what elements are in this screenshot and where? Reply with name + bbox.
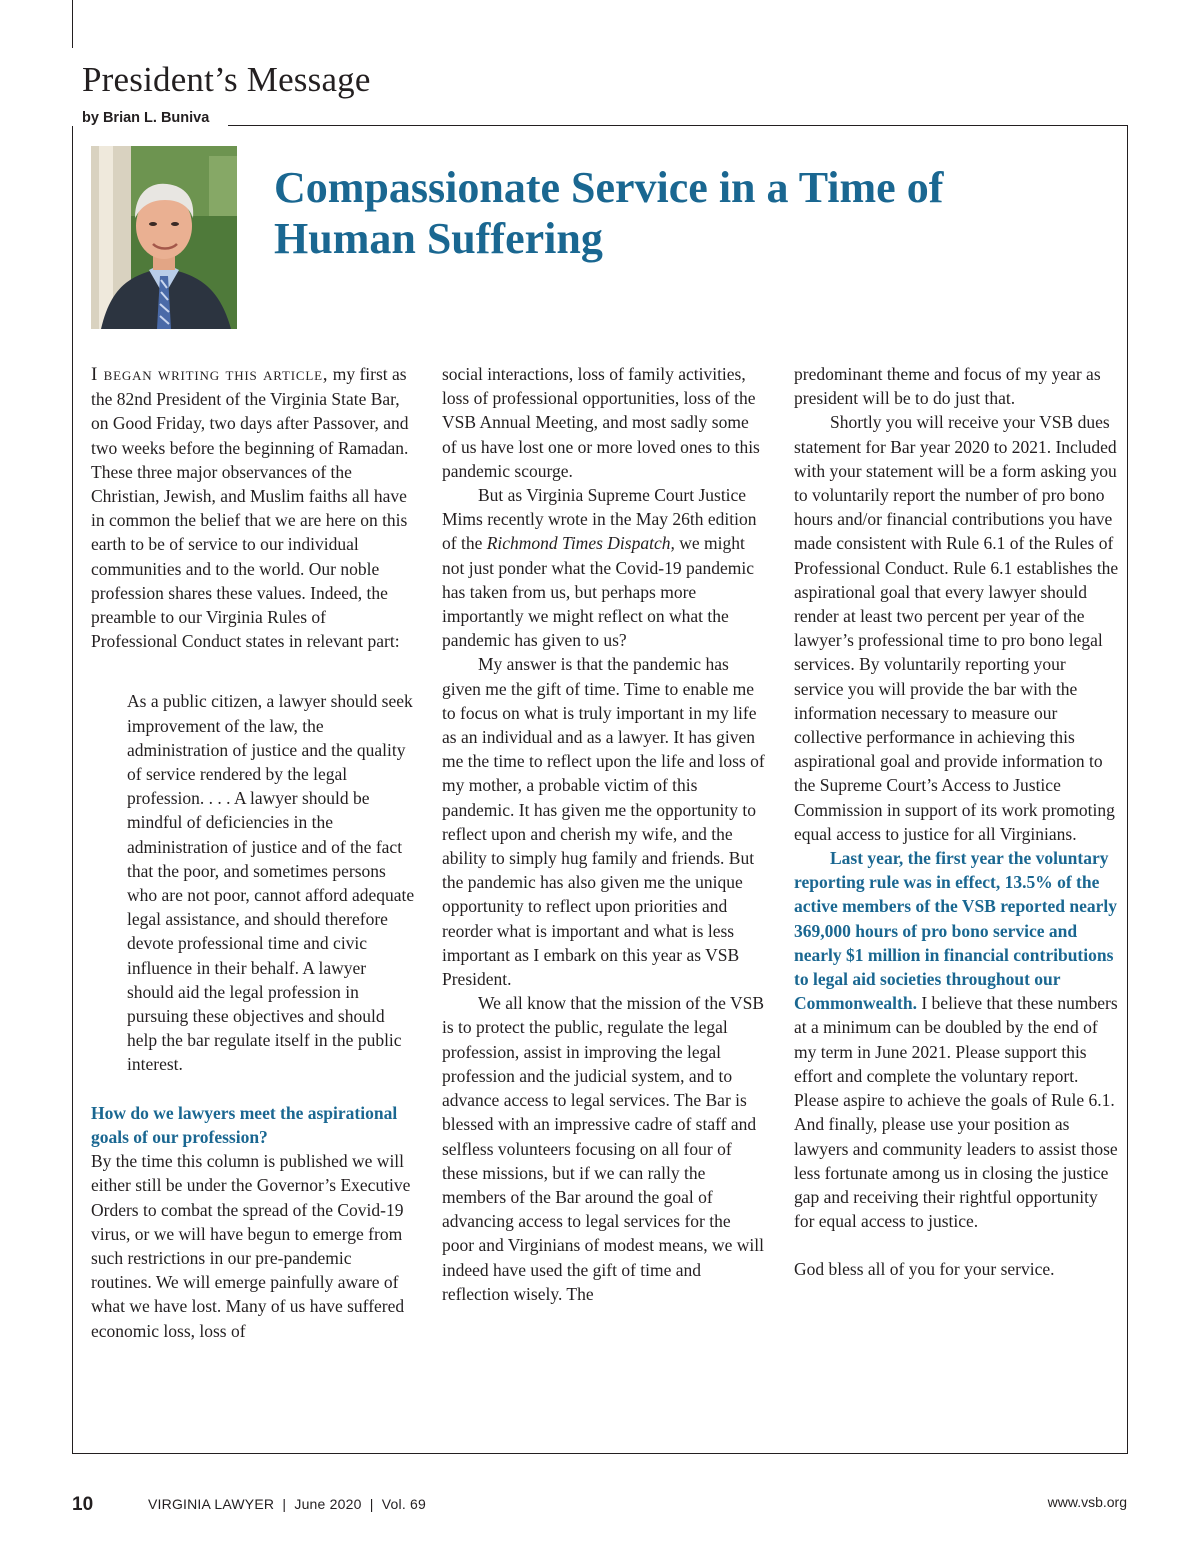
newspaper-title: Richmond Times Dispatch, <box>486 533 675 554</box>
article-column-1 <box>91 362 416 1343</box>
col3-paragraph-3 <box>794 846 1119 1233</box>
article-column-2 <box>442 362 767 1306</box>
author-photo <box>91 146 237 329</box>
closing-line: God bless all of you for your service. <box>794 1259 1055 1280</box>
col2-p2-text-a: But as Virginia Supreme Court Justice Mims recently wrote in the May 26th edition of the <box>442 485 757 554</box>
col2-paragraph-4: We all know that the mission of the VSB is to protect the public, regulate the legal profession, assist in improving the legal profession and the judicial system, and to advance access to legal services. The Bar is blessed with an impressive cadre of staff and selfless volunteers focusing on all four of these missions, but if we can rally the members of the Bar around the goal of advancing access to legal services for the poor and Virginians of modest means, we will indeed have used the gift of time and reflection wisely. The <box>442 993 765 1304</box>
subheading: How do we lawyers meet the aspirational goals of our profession? <box>91 1102 398 1147</box>
statistic-callout: Last year, the first year the voluntary reporting rule was in effect, 13.5% of the active members of the VSB reported nearly 369,000 hours of pro bono service and nearly $1 million in financial contributions to legal aid societies throughout our Commonwealth. <box>794 848 1118 1014</box>
publication-info: VIRGINIA LAWYER | June 2020 | Vol. 69 <box>148 1496 426 1512</box>
col1-paragraph-2: By the time this column is published we will either still be under the Governor’s Executive Orders to combat the spread of the Covid-19 virus, or we will have begun to emerge from such restrictions in our pre-pandemic routines. We will emerge painfully aware of what we have lost. Many of us have suffered economic loss, loss of <box>91 1151 411 1341</box>
col1-paragraph-1 <box>91 362 416 653</box>
frame-left-line <box>72 126 73 1454</box>
col3-paragraph-1: predominant theme and focus of my year as president will be to do just that. <box>794 364 1101 409</box>
headline-line-2: Human Suffering <box>274 214 603 263</box>
col1-p1-text: my first as the 82nd President of the Virginia State Bar, on Good Friday, two days after Passover, and two weeks before the beginning of Ramadan. These three major observances of the Christian, Jewish, and Muslim faiths all have in common the belief that we are here on this earth to be of service to our individual communities and to the world. Our noble profession shares these values. Indeed, the preamble to our Virginia Rules of Professional Conduct states in relevant part: <box>91 364 409 652</box>
col2-paragraph-3: My answer is that the pandemic has given me the gift of time. Time to enable me to focus on what is truly important in my life as an individual and as a lawyer. It has given me the time to reflect upon the life and loss of my mother, a probable victim of this pandemic. It has given me the opportunity to reflect upon and cherish my wife, and the ability to simply hug family and friends. But the pandemic has also given me the unique opportunity to reflect upon priorities and reorder what is important and what is less important as I embark on this year as VSB President. <box>442 654 765 990</box>
frame-bottom-line <box>72 1453 1128 1454</box>
website-url: www.vsb.org <box>1047 1494 1127 1510</box>
section-title: President’s Message <box>82 60 371 99</box>
lead-in: I began writing this article, <box>91 364 329 385</box>
article-headline <box>274 162 1074 264</box>
byline: by Brian L. Buniva <box>82 110 210 126</box>
page-number: 10 <box>72 1494 94 1515</box>
block-quote: As a public citizen, a lawyer should seek improvement of the law, the administration of justice and the quality of service rendered by the legal profession. . . . A lawyer should be mindful of deficiencies in the administration of justice and of the fact that the poor, and sometimes persons who are not poor, cannot afford adequate legal assistance, and should therefore devote professional time and civic influence in their behalf. A lawyer should aid the legal profession in pursuing these objectives and should help the bar regulate itself in the public interest. <box>127 691 415 1075</box>
frame-right-line <box>1127 125 1128 1454</box>
col3-p3-text: I believe that these numbers at a minimum can be doubled by the end of my term in June 2021. Please support this effort and complete the voluntary report. Please aspire to achieve the goals of Rule 6.1. And finally, please use your position as lawyers and community leaders to assist those less fortunate among us in closing the justice gap and receiving their rightful opportunity for equal access to justice. <box>794 993 1118 1232</box>
headline-line-1: Compassionate Service in a Time of <box>274 163 944 212</box>
col2-paragraph-1: social interactions, loss of family activities, loss of professional opportunities, loss of the VSB Annual Meeting, and most sadly some of us have lost one or more loved ones to this pandemic scourge. <box>442 364 760 481</box>
frame-left-top-line <box>72 0 73 48</box>
article-column-3 <box>794 362 1119 1282</box>
frame-top-line <box>228 125 1128 126</box>
col2-paragraph-2 <box>442 483 767 652</box>
col2-p2-text-b: we might not just ponder what the Covid-19 pandemic has taken from us, but perhaps more importantly we might reflect on what the pandemic has given to us? <box>442 533 755 651</box>
col3-paragraph-2: Shortly you will receive your VSB dues statement for Bar year 2020 to 2021. Included with your statement will be a form asking you to voluntarily report the number of pro bono hours and/or financial contributions you have made consistent with Rule 6.1 of the Rules of Professional Conduct. Rule 6.1 establishes the aspirational goal that every lawyer should render at least two percent per year of the lawyer’s professional time to pro bono legal services. By voluntarily reporting your service you will provide the bar with the information necessary to measure our collective performance in achieving this aspirational goal and provide information to the Supreme Court’s Access to Justice Commission in support of its work promoting equal access to justice for all Virginians. <box>794 412 1119 844</box>
